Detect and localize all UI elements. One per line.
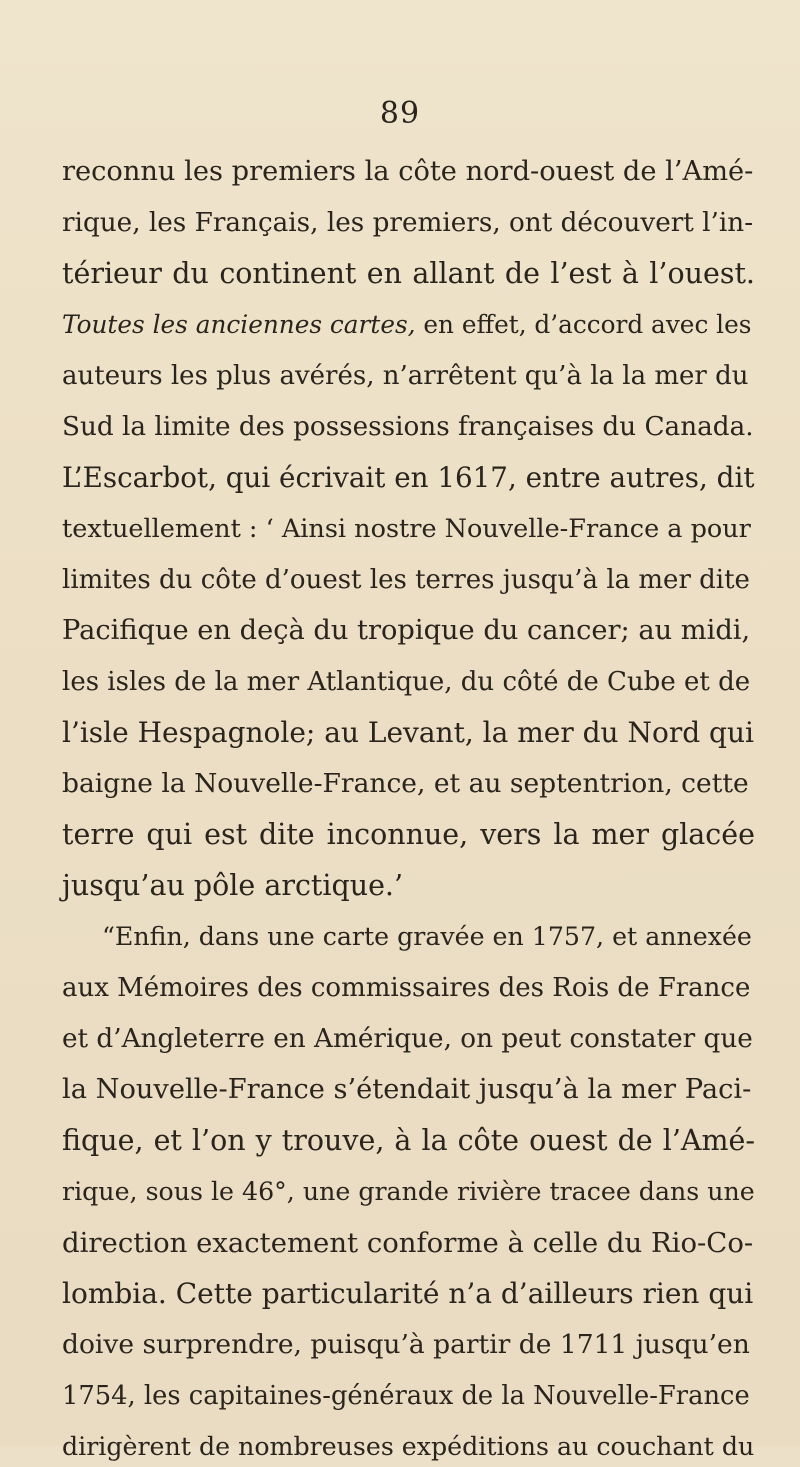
- text-line: fique, et l’on y trouve, à la côte ouest de l’Amé-: [62, 1124, 755, 1157]
- text-line: limites du côte d’ouest les terres jusqu’à la mer dite: [62, 565, 750, 595]
- text-line: dirigèrent de nombreuses expéditions au couchant du: [62, 1432, 755, 1461]
- text-line: 1754, les capitaines-généraux de la Nouvelle-France: [62, 1381, 750, 1411]
- text-line: Sud la limite des possessions françaises du Canada.: [62, 412, 754, 442]
- text-line: aux Mémoires des commissaires des Rois de France: [62, 973, 751, 1003]
- text-line: rique, les Français, les premiers, ont découvert l’in-: [62, 208, 754, 238]
- text-line: rique, sous le 46°, une grande rivière tracee dans une: [62, 1177, 755, 1206]
- text-line: térieur du continent en allant de l’est à l’ouest.: [62, 257, 755, 290]
- text-line: et d’Angleterre en Amérique, on peut constater que: [62, 1024, 753, 1054]
- text-line: doive surprendre, puisqu’à partir de 1711 jusqu’en: [62, 1329, 750, 1360]
- text-line: baigne la Nouvelle-France, et au septentrion, cette: [62, 768, 749, 799]
- text-line: terre qui est dite inconnue, vers la mer glacée: [62, 818, 755, 851]
- text-line: direction exactement conforme à celle du Rio-Co-: [62, 1227, 754, 1259]
- italic-phrase: Toutes les anciennes cartes,: [62, 310, 416, 339]
- text-line: lombia. Cette particularité n’a d’ailleurs rien qui: [62, 1277, 754, 1310]
- paragraph-first-line: “Enfin, dans une carte gravée en 1757, et annexée: [102, 922, 752, 951]
- text-run: en effet, d’accord avec les: [415, 310, 752, 339]
- text-line: jusqu’au pôle arctique.’: [62, 869, 404, 902]
- text-line: Pacifique en deçà du tropique du cancer; au midi,: [62, 615, 751, 646]
- text-line: [62, 305, 751, 345]
- text-line: la Nouvelle-France s’étendait jusqu’à la mer Paci-: [62, 1074, 752, 1105]
- page-number: 89: [379, 96, 421, 131]
- text-line: l’isle Hespagnole; au Levant, la mer du Nord qui: [62, 716, 754, 749]
- text-line: auteurs les plus avérés, n’arrêtent qu’à la la mer du: [62, 361, 749, 391]
- text-line: L’Escarbot, qui écrivait en 1617, entre autres, dit: [62, 461, 755, 494]
- text-line: les isles de la mer Atlantique, du côté de Cube et de: [62, 667, 751, 697]
- text-line: reconnu les premiers la côte nord-ouest de l’Amé-: [62, 156, 754, 187]
- text-line: textuellement : ‘ Ainsi nostre Nouvelle-France a pour: [62, 514, 751, 544]
